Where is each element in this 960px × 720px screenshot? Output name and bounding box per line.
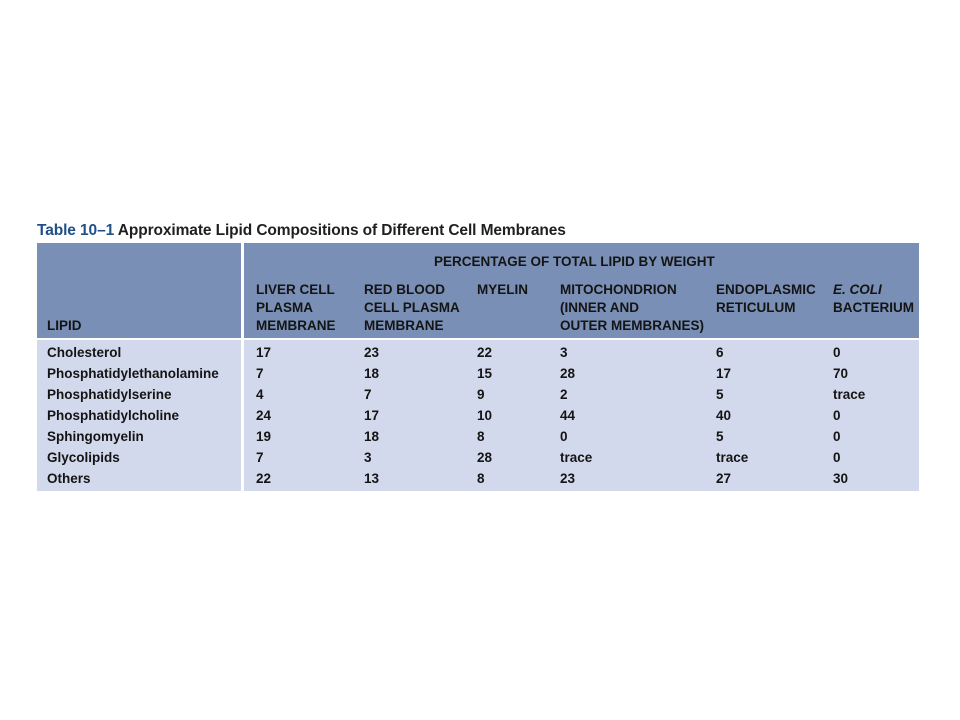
row-lipid-name: Cholesterol (47, 345, 122, 360)
column-divider (241, 243, 244, 491)
table-cell: 10 (477, 408, 493, 423)
row-lipid-name: Others (47, 471, 91, 486)
table-cell: 4 (256, 387, 264, 402)
table-cell: trace (833, 387, 866, 402)
table-cell: 3 (560, 345, 568, 360)
table-cell: 17 (364, 408, 380, 423)
table-cell: 17 (716, 366, 732, 381)
table-caption (37, 222, 566, 240)
header-col-er: ENDOPLASMIC RETICULUM (716, 282, 816, 315)
header-col-myelin: MYELIN (477, 282, 529, 297)
row-lipid-name: Phosphatidylserine (47, 387, 172, 402)
table-number: Table 10–1 (37, 222, 115, 239)
header-col-mitochondrion: MITOCHONDRION (INNER AND OUTER MEMBRANES) (560, 282, 704, 333)
table-cell: 23 (364, 345, 380, 360)
table-cell: 22 (256, 471, 272, 486)
header-lipid-label: LIPID (47, 318, 82, 333)
table-cell: 5 (716, 387, 724, 402)
table-cell: 19 (256, 429, 272, 444)
table-cell: 2 (560, 387, 568, 402)
table-cell: 0 (833, 408, 841, 423)
table-cell: 13 (364, 471, 380, 486)
table-title: Approximate Lipid Compositions of Different Cell Membranes (117, 222, 566, 239)
table-cell: 28 (477, 450, 493, 465)
table-cell: 15 (477, 366, 493, 381)
table-cell: 9 (477, 387, 485, 402)
header-col-ecoli: E. COLI BACTERIUM (833, 282, 914, 315)
table-cell: 5 (716, 429, 724, 444)
table-cell: 70 (833, 366, 849, 381)
table-cell: 0 (833, 345, 841, 360)
table-cell: 23 (560, 471, 576, 486)
header-span-label: PERCENTAGE OF TOTAL LIPID BY WEIGHT (434, 254, 715, 269)
lipid-table (37, 243, 919, 491)
table-cell: 22 (477, 345, 493, 360)
table-cell: 7 (256, 450, 264, 465)
table-cell: trace (560, 450, 593, 465)
table-cell: 18 (364, 366, 380, 381)
row-lipid-name: Phosphatidylethanolamine (47, 366, 219, 381)
row-lipid-name: Glycolipids (47, 450, 120, 465)
table-cell: 7 (256, 366, 264, 381)
header-col-red-blood: RED BLOOD CELL PLASMA MEMBRANE (364, 282, 460, 333)
table-cell: 17 (256, 345, 272, 360)
header-col-ecoli-name: E. COLI (833, 282, 882, 297)
table-cell: trace (716, 450, 749, 465)
table-cell: 8 (477, 429, 485, 444)
table-cell: 18 (364, 429, 380, 444)
table-cell: 27 (716, 471, 732, 486)
table-cell: 40 (716, 408, 732, 423)
row-lipid-name: Phosphatidylcholine (47, 408, 180, 423)
table-cell: 28 (560, 366, 576, 381)
header-col-liver: LIVER CELL PLASMA MEMBRANE (256, 282, 336, 333)
table-cell: 24 (256, 408, 272, 423)
table-cell: 0 (833, 450, 841, 465)
table-cell: 3 (364, 450, 372, 465)
table-cell: 6 (716, 345, 724, 360)
table-cell: 8 (477, 471, 485, 486)
table-cell: 0 (833, 429, 841, 444)
header-divider (37, 338, 919, 340)
table-cell: 44 (560, 408, 576, 423)
table-cell: 30 (833, 471, 849, 486)
table-cell: 7 (364, 387, 372, 402)
table-cell: 0 (560, 429, 568, 444)
row-lipid-name: Sphingomyelin (47, 429, 144, 444)
